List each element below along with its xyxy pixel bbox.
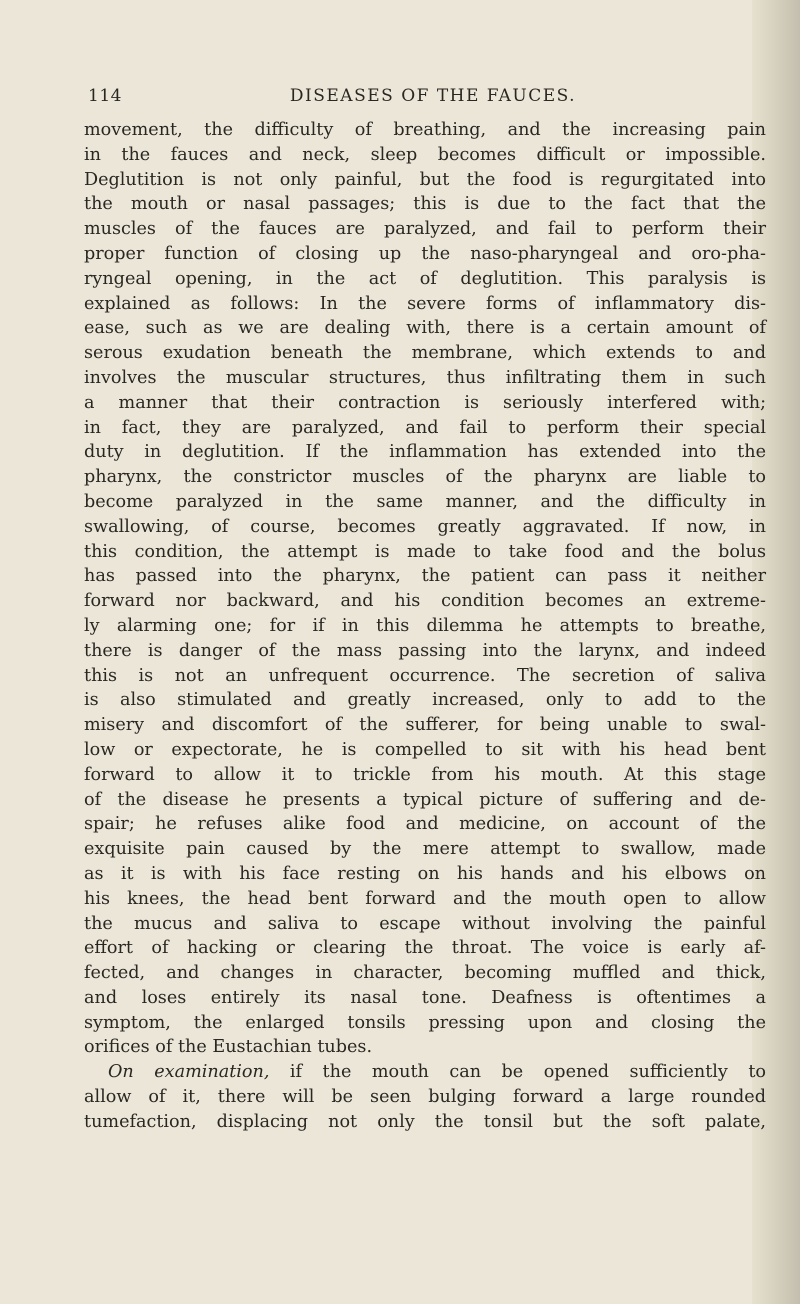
text-line: swallowing, of course, becomes greatly aggravated. If now, in bbox=[84, 516, 766, 537]
text-line: symptom, the enlarged tonsils pressing upon and closing the bbox=[84, 1012, 766, 1033]
text-line: in fact, they are paralyzed, and fail to perform their special bbox=[84, 417, 766, 438]
text-line: allow of it, there will be seen bulging forward a large rounded bbox=[84, 1087, 766, 1108]
page-header bbox=[88, 86, 778, 112]
text-line: there is danger of the mass passing into the larynx, and indeed bbox=[84, 640, 766, 661]
text-line: become paralyzed in the same manner, and the difficulty in bbox=[84, 491, 766, 512]
text-line: the mouth or nasal passages; this is due to the fact that the bbox=[84, 194, 766, 215]
text-line: a manner that their contraction is seriously interfered with; bbox=[84, 392, 766, 413]
text-line: has passed into the pharynx, the patient can pass it neither bbox=[84, 566, 766, 587]
text-line: misery and discomfort of the sufferer, for being unable to swal- bbox=[84, 715, 766, 736]
text-line: ease, such as we are dealing with, there is a certain amount of bbox=[84, 318, 766, 339]
text-line: forward nor backward, and his condition becomes an extreme- bbox=[84, 591, 766, 612]
text-line: this is not an unfrequent occurrence. The secretion of saliva bbox=[84, 665, 766, 686]
line-rest: if the mouth can be opened sufficiently to bbox=[269, 1062, 766, 1083]
text-line: orifices of the Eustachian tubes. bbox=[84, 1037, 373, 1058]
text-line: his knees, the head bent forward and the mouth open to allow bbox=[84, 888, 766, 909]
text-line: tumefaction, displacing not only the tonsil but the soft palate, bbox=[84, 1111, 766, 1132]
text-line: of the disease he presents a typical picture of suffering and de- bbox=[84, 789, 766, 810]
paragraph bbox=[84, 118, 766, 1060]
text-line: proper function of closing up the naso-pharyngeal and oro-pha- bbox=[84, 243, 766, 264]
text-line: serous exudation beneath the membrane, which extends to and bbox=[84, 343, 766, 364]
italic-lead: On examination, bbox=[108, 1062, 270, 1083]
text-line: explained as follows: In the severe forms of inflammatory dis- bbox=[84, 293, 766, 314]
text-line: movement, the difficulty of breathing, and the increasing pain bbox=[84, 120, 766, 140]
text-line: involves the muscular structures, thus infiltrating them in such bbox=[84, 367, 766, 388]
text-line: muscles of the fauces are paralyzed, and fail to perform their bbox=[84, 219, 766, 240]
text-line: in the fauces and neck, sleep becomes difficult or impossible. bbox=[84, 144, 766, 165]
text-line: this condition, the attempt is made to take food and the bolus bbox=[84, 541, 766, 562]
text-line: fected, and changes in character, becoming muffled and thick, bbox=[84, 963, 766, 984]
text-line bbox=[84, 1060, 766, 1085]
page-number: 114 bbox=[88, 86, 122, 106]
text-line: ly alarming one; for if in this dilemma he attempts to breathe, bbox=[84, 615, 766, 636]
text-line: duty in deglutition. If the inflammation has extended into the bbox=[84, 442, 766, 463]
text-line: forward to allow it to trickle from his mouth. At this stage bbox=[84, 764, 766, 785]
text-line: is also stimulated and greatly increased, only to add to the bbox=[84, 690, 766, 711]
running-head: DISEASES OF THE FAUCES. bbox=[289, 86, 577, 106]
text-line: exquisite pain caused by the mere attempt to swallow, made bbox=[84, 839, 766, 860]
text-line: and loses entirely its nasal tone. Deafness is oftentimes a bbox=[84, 987, 766, 1008]
text-line: as it is with his face resting on his hands and his elbows on bbox=[84, 863, 766, 884]
body-text bbox=[84, 118, 766, 1135]
text-line: effort of hacking or clearing the throat. The voice is early af- bbox=[84, 938, 766, 959]
text-line: low or expectorate, he is compelled to sit with his head bent bbox=[84, 739, 766, 760]
text-line: the mucus and saliva to escape without involving the painful bbox=[84, 913, 766, 934]
text-line: pharynx, the constrictor muscles of the pharynx are liable to bbox=[84, 467, 766, 488]
text-line: Deglutition is not only painful, but the food is regurgitated into bbox=[84, 169, 766, 190]
text-line: spair; he refuses alike food and medicine, on account of the bbox=[84, 814, 766, 835]
text-line: ryngeal opening, in the act of deglutition. This paralysis is bbox=[84, 268, 766, 289]
